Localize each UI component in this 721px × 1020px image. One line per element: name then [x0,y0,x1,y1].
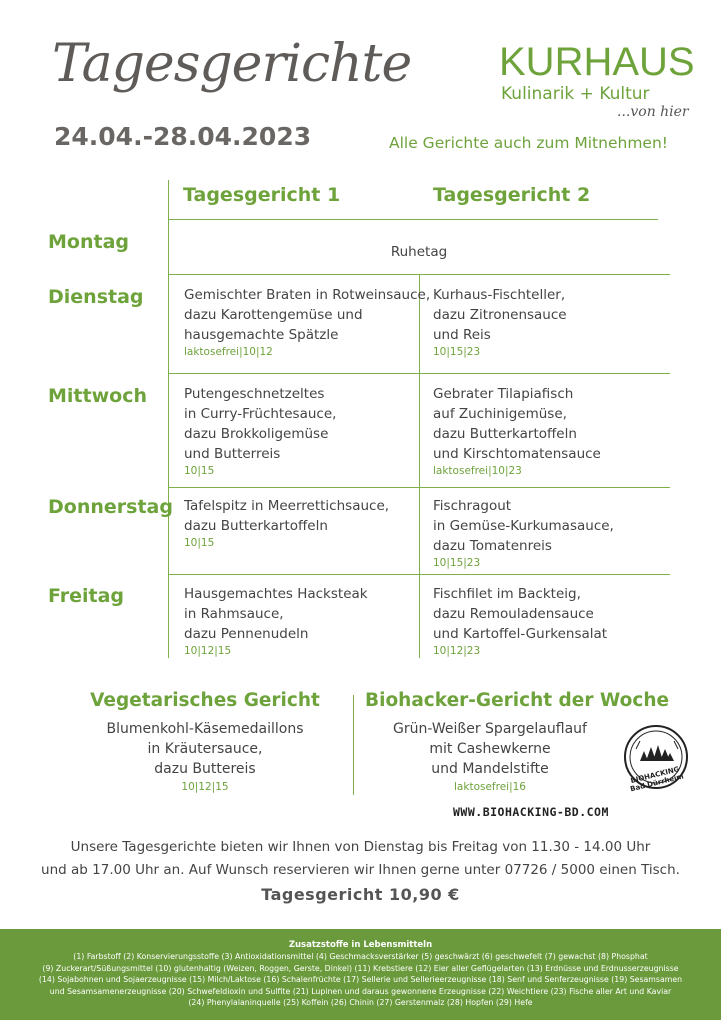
dish-line: Gemischter Braten in Rotweinsauce, [184,287,431,303]
biohacker-title: Biohacker-Gericht der Woche [365,690,670,711]
dish-line: mit Cashewkerne [429,741,551,757]
divider [353,695,354,795]
biohacking-url[interactable]: WWW.BIOHACKING-BD.COM [453,805,609,819]
dish-line: Hausgemachtes Hacksteak [184,586,368,602]
dish-line: dazu Zitronensauce [433,307,567,323]
dish-line: dazu Karottengemüse und [184,307,363,323]
vegetarian-title: Vegetarisches Gericht [90,690,320,711]
info-line: Unsere Tagesgerichte bieten wir Ihnen von Dienstag bis Freitag von 11.30 - 14.00 Uhr [70,839,651,855]
dish-line: Fischfilet im Backteig, [433,586,581,602]
footer-additives-list [0,951,721,1009]
dish-line: dazu Pennenudeln [184,626,309,642]
footer-line: (24) Phenylalaninquelle (25) Koffein (26) Chinin (27) Gerstenmalz (28) Hopfen (29) Hefe [188,998,533,1007]
additives-code: laktosefrei|16 [454,781,526,793]
dish-cell [184,285,430,360]
additives-code: 10|15 [184,537,215,549]
footer-line: und Sesamsamenerzeugnisse (20) Schwefeldioxin und Sulfite (21) Lupinen und daraus gewonnene Erzeugnisse (22) Weichtiere (23) Fische aller Art und Kaviar [49,986,672,996]
kurhaus-logo [499,40,695,130]
page-title: Tagesgerichte [52,34,412,94]
additives-code: 10|12|15 [184,645,232,657]
dish-line: dazu Remouladensauce [433,606,594,622]
dish-line: in Gemüse-Kurkumasauce, [433,518,614,534]
dish-cell [184,496,389,551]
closed-note: Ruhetag [390,244,448,260]
logo-subtitle: Kulinarik + Kultur [501,84,650,104]
dish-line: und Butterreis [184,446,281,462]
dish-line: in Rahmsauce, [184,606,284,622]
grid-line [168,219,658,220]
dish-line: Blumenkohl-Käsemedaillons [106,721,304,737]
dish-cell [184,384,336,479]
additives-code: 10|15 [184,465,215,477]
dish-line: Putengeschnetzeltes [184,386,325,402]
dish-line: dazu Tomatenreis [433,538,552,554]
footer-line: (14) Sojabohnen und Sojaerzeugnisse (15) Milch/Laktose (16) Schalenfrüchte (17) Sellerie und Sellerieerzeugnisse (18) Senf und Senferzeugnisse (19) Sesamsamen [38,975,683,984]
dish-line: auf Zuchinigemüse, [433,406,567,422]
day-label: Montag [48,231,129,253]
dish-line: hausgemachte Spätzle [184,327,339,343]
additives-code: 10|15|23 [433,346,481,358]
day-label: Dienstag [48,286,144,308]
dish-line: dazu Brokkoligemüse [184,426,329,442]
dish-line: dazu Butterkartoffeln [433,426,577,442]
additives-code: 10|12|23 [433,645,481,657]
dish-line: und Kartoffel-Gurkensalat [433,626,608,642]
column-header-2: Tagesgericht 2 [433,184,591,206]
dish-line: und Kirschtomatensauce [433,446,601,462]
dish-line: und Reis [433,327,491,343]
dish-line: in Kräutersauce, [147,741,263,757]
dish-line: in Curry-Früchtesauce, [184,406,337,422]
date-range: 24.04.-28.04.2023 [54,122,312,151]
dish-cell [433,496,614,571]
column-header-1: Tagesgericht 1 [183,184,341,206]
vegetarian-dish [60,719,350,795]
biohacker-dish [375,719,605,795]
price-label: Tagesgericht 10,90 € [261,885,460,904]
footer-title: Zusatzstoffe in Lebensmitteln [288,940,433,950]
dish-cell [433,285,567,360]
day-label: Freitag [48,585,125,607]
dish-cell [433,384,601,479]
dish-line: Fischragout [433,498,512,514]
footer-additives [0,929,721,1020]
takeaway-note: Alle Gerichte auch zum Mitnehmen! [389,134,668,152]
dish-line: Tafelspitz in Meerrettichsauce, [184,498,390,514]
footer-line: (1) Farbstoff (2) Konservierungsstoffe (3) Antioxidationsmittel (4) Geschmacksverstärker (5) geschwärzt (6) geschwefelt (7) gewachst (8) Phosphat [73,952,648,961]
logo-signature: ...von hier [617,104,689,120]
additives-code: laktosefrei|10|12 [184,346,273,358]
dish-line: Kurhaus-Fischteller, [433,287,566,303]
dish-line: dazu Butterkartoffeln [184,518,328,534]
dish-cell [184,584,368,659]
badge-label: BIOHACKING Bad Dürrheim [629,765,685,794]
day-label: Donnerstag [48,496,173,518]
info-line: und ab 17.00 Uhr an. Auf Wunsch reservieren wir Ihnen gerne unter 07726 / 5000 einen Tisch. [41,862,680,878]
dish-line: Grün-Weißer Spargelauflauf [393,721,587,737]
dish-line: Gebrater Tilapiafisch [433,386,574,402]
dish-line: dazu Buttereis [154,761,256,777]
additives-code: 10|15|23 [433,557,481,569]
day-label: Mittwoch [48,385,147,407]
opening-info [0,836,721,882]
footer-line: (9) Zuckerart/Süßungsmittel (10) glutenhaltig (Weizen, Roggen, Gerste, Dinkel) (11) Krebstiere (12) Eier aller Geflügelarten (13) Erdnüsse und Erdnusserzeugnisse [42,963,679,973]
additives-code: 10|12|15 [181,781,229,793]
dish-cell [433,584,607,659]
logo-wordmark: KURHAUS [499,40,695,84]
additives-code: laktosefrei|10|23 [433,465,522,477]
dish-line: und Mandelstifte [431,761,549,777]
